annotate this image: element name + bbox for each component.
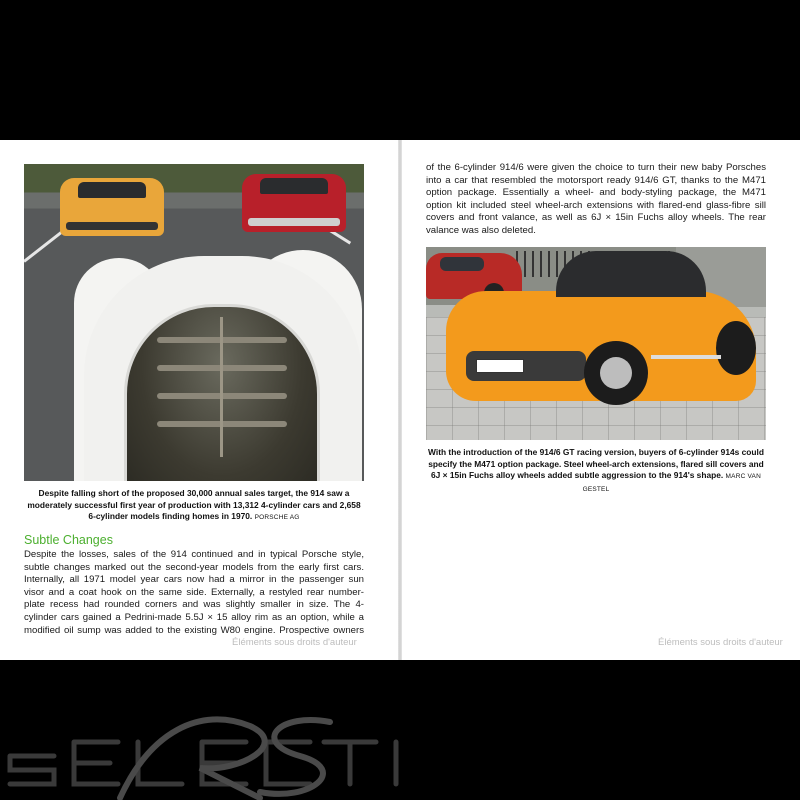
centre-spine — [220, 317, 223, 457]
right-body-text — [426, 162, 766, 238]
body-line: into a car that resembled the motorsport ready 914/6 GT, thanks to the M471 — [426, 174, 766, 186]
book-spread — [0, 140, 800, 660]
body-line: option package. Essentially a wheel- and body-styling package, the M471 — [426, 187, 766, 199]
sill-stripe — [651, 355, 721, 359]
body-line: visor and a coat hook on the same side. Externally, a restyled rear number- — [24, 586, 364, 598]
body-line: subtle changes marked out the second-year models from the early first cars. — [24, 561, 364, 573]
logo-letter — [266, 742, 310, 784]
rear-wheel — [716, 321, 756, 375]
body-line: plate recess had rounded corners and was slightly smaller in size. The 4- — [24, 599, 364, 611]
engine-cover — [124, 304, 320, 481]
left-page — [0, 140, 398, 660]
body-line: modified oil sump was added to the existing W80 engine. Prospective owners — [24, 624, 364, 636]
selection-rs-logo — [0, 712, 800, 800]
copyright-watermark: Éléments sous droits d'auteur — [232, 637, 357, 648]
caption-line: Despite falling short of the proposed 30,000 annual sales target, the 914 saw a — [38, 488, 350, 498]
copyright-watermark: Éléments sous droits d'auteur — [658, 637, 783, 648]
body-line: Despite the losses, sales of the 914 continued and in typical Porsche style, — [24, 549, 364, 560]
logo-letter — [138, 742, 182, 784]
logo-letter — [324, 742, 376, 784]
photo-credit: GESTEL — [582, 485, 610, 493]
right-page — [402, 140, 800, 660]
logo-letter — [10, 756, 54, 784]
logo-letter — [74, 742, 118, 784]
windscreen — [260, 178, 328, 194]
left-photo-caption — [24, 488, 364, 524]
body-line: valance was also deleted. — [426, 224, 536, 236]
window — [440, 257, 484, 271]
body-line: of the 6-cylinder 914/6 were given the choice to turn their new baby Porsches — [426, 162, 766, 173]
porsche-914-and-917-photo — [24, 164, 364, 481]
left-body-text — [24, 549, 364, 637]
section-heading: Subtle Changes — [24, 533, 113, 547]
photo-credit: MARC VAN — [725, 473, 761, 480]
windscreen — [78, 182, 146, 198]
body-line: cylinder cars gained a Pedrini-made 5.5J × 15 alloy rim as an option, while a — [24, 611, 364, 623]
body-line: option kit included steel wheel-arch extensions with flared-end glass-fibre sill — [426, 199, 766, 211]
fuchs-rim — [600, 357, 632, 389]
front-wheel — [584, 341, 648, 405]
orange-914-6-photo — [426, 247, 766, 440]
caption-line: 6-cylinder models finding homes in 1970. — [88, 511, 253, 521]
number-plate — [476, 359, 524, 373]
windscreen-and-roll-bar — [556, 251, 706, 297]
caption-line: moderately successful first year of production with 13,312 4-cylinder cars and 2,658 — [27, 499, 361, 510]
photo-credit: PORSCHE AG — [254, 514, 300, 521]
body-line: Internally, all 1971 model year cars now had a mirror in the passenger sun — [24, 574, 364, 586]
red-914-car — [242, 174, 346, 232]
caption-line: 6J × 15in Fuchs alloy wheels added subtle aggression to the 914's shape. — [431, 470, 724, 480]
bumper — [248, 218, 340, 226]
right-photo-caption — [426, 447, 766, 495]
caption-line: specify the M471 option package. Steel wheel-arch extensions, flared sill covers and — [428, 458, 764, 469]
body-line: covers and front valance, as well as 6J × 15in Fuchs alloy wheels. The rear — [426, 212, 766, 224]
caption-line: With the introduction of the 914/6 GT racing version, buyers of 6-cylinder 914s could — [428, 447, 764, 457]
bumper — [66, 222, 158, 230]
yellow-914-car — [60, 178, 164, 236]
orange-914-6-car — [446, 291, 756, 401]
